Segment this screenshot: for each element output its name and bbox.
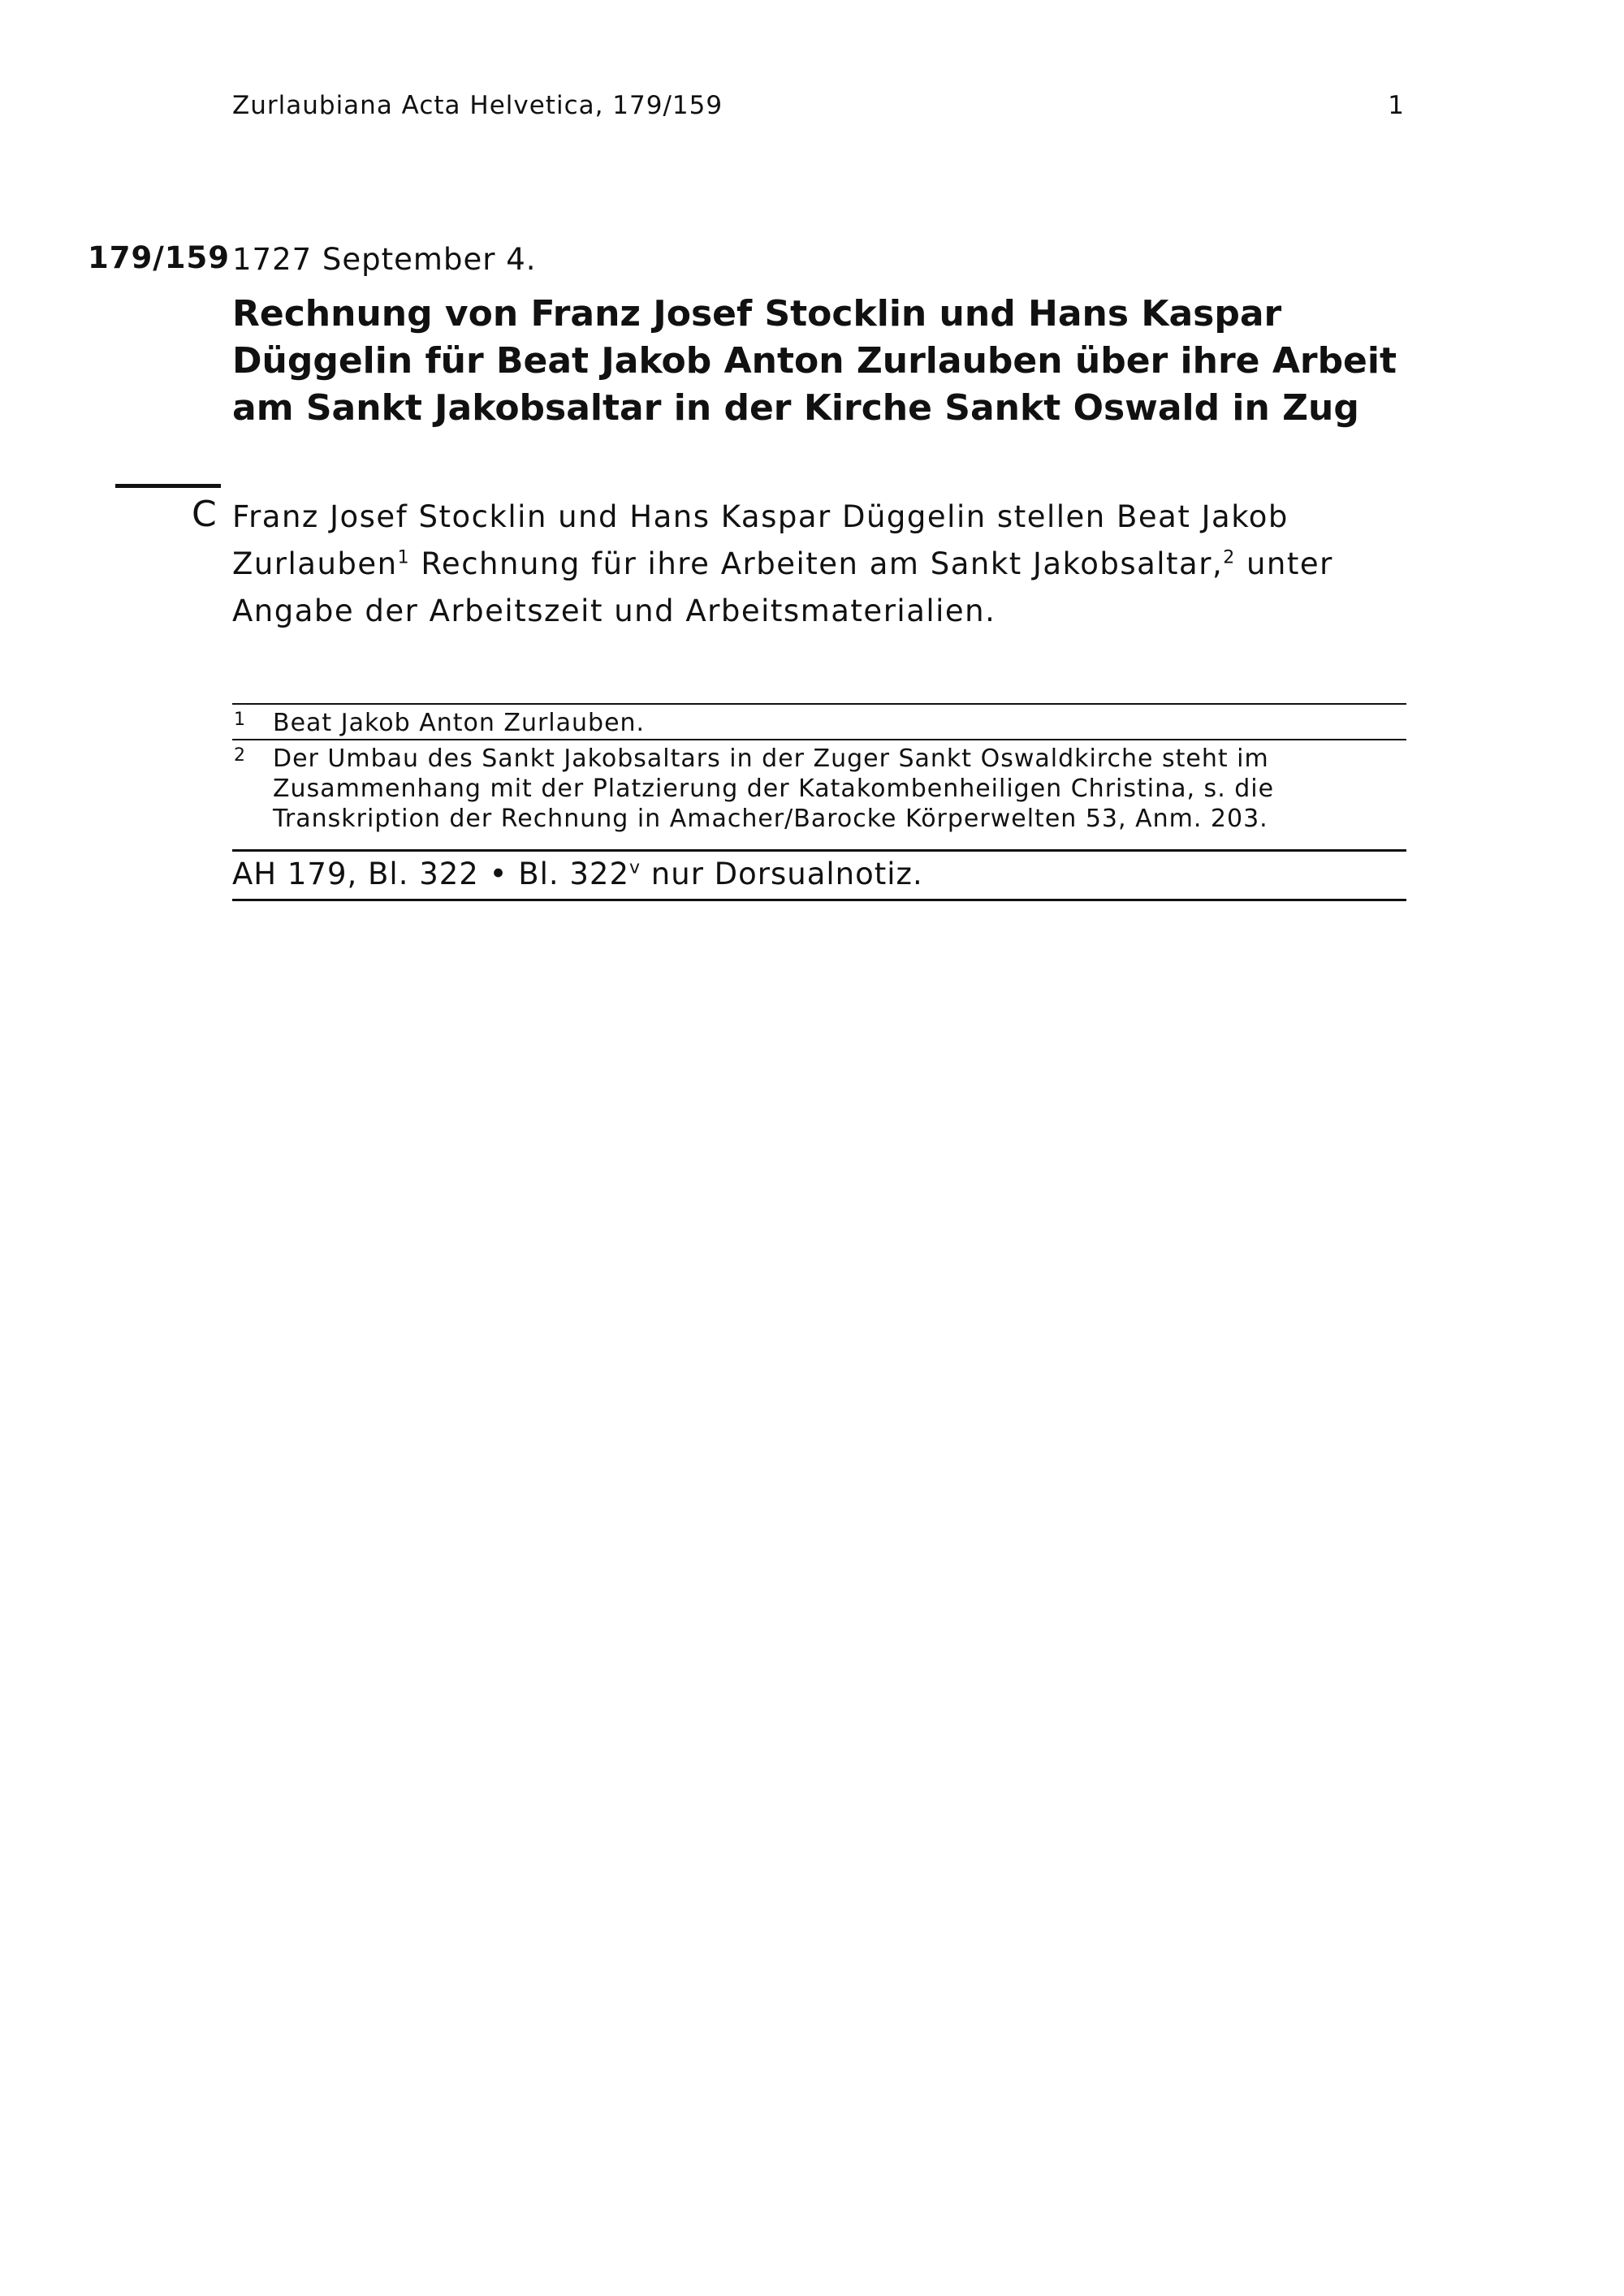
footnote-mark: 1 (234, 710, 246, 730)
footnote (232, 703, 1406, 739)
sigil-rule (115, 484, 221, 488)
source-note (232, 849, 1406, 901)
regest-text: unter Angabe der Arbeitszeit und Arbeitsmaterialien. (232, 546, 1333, 628)
source-text: AH 179, Bl. 322 • Bl. 322 (232, 857, 629, 891)
footnote-text: Beat Jakob Anton Zurlauben. (273, 709, 646, 737)
footnote (232, 739, 1406, 845)
regest (232, 494, 1410, 635)
document-date: 1727 September 4. (232, 242, 537, 277)
document-number: 179/159 (88, 240, 230, 275)
page-number: 1 (1388, 91, 1405, 120)
footnotes (232, 703, 1406, 845)
footnote-ref: 2 (1223, 547, 1236, 568)
regest-text: Franz Josef Stocklin und Hans Kaspar Düggelin stellen Beat Jakob Zurlauben (232, 499, 1289, 581)
footnote-text: Der Umbau des Sankt Jakobsaltars in der Zuger Sankt Oswaldkirche steht im Zusammenhang mit der Platzierung der Katakombenheiligen Christina, s. die Transkription der Rechnung in Amacher/Barocke Körperwelten 53, Anm. 203. (273, 744, 1275, 833)
sigil: C (192, 494, 217, 535)
document-title: Rechnung von Franz Josef Stocklin und Hans Kaspar Düggelin für Beat Jakob Anton Zurlauben über ihre Arbeit am Sankt Jakobsaltar in der Kirche Sankt Oswald in Zug (232, 293, 1397, 429)
source-text: nur Dorsualnotiz. (641, 857, 923, 891)
running-head (232, 91, 1405, 132)
footnote-mark: 2 (234, 745, 246, 766)
source-superscript: v (629, 857, 641, 878)
running-head-title: Zurlaubiana Acta Helvetica, 179/159 (232, 91, 723, 120)
footnote-ref: 1 (397, 547, 411, 568)
regest-text: Rechnung für ihre Arbeiten am Sankt Jakobsaltar, (410, 546, 1224, 581)
